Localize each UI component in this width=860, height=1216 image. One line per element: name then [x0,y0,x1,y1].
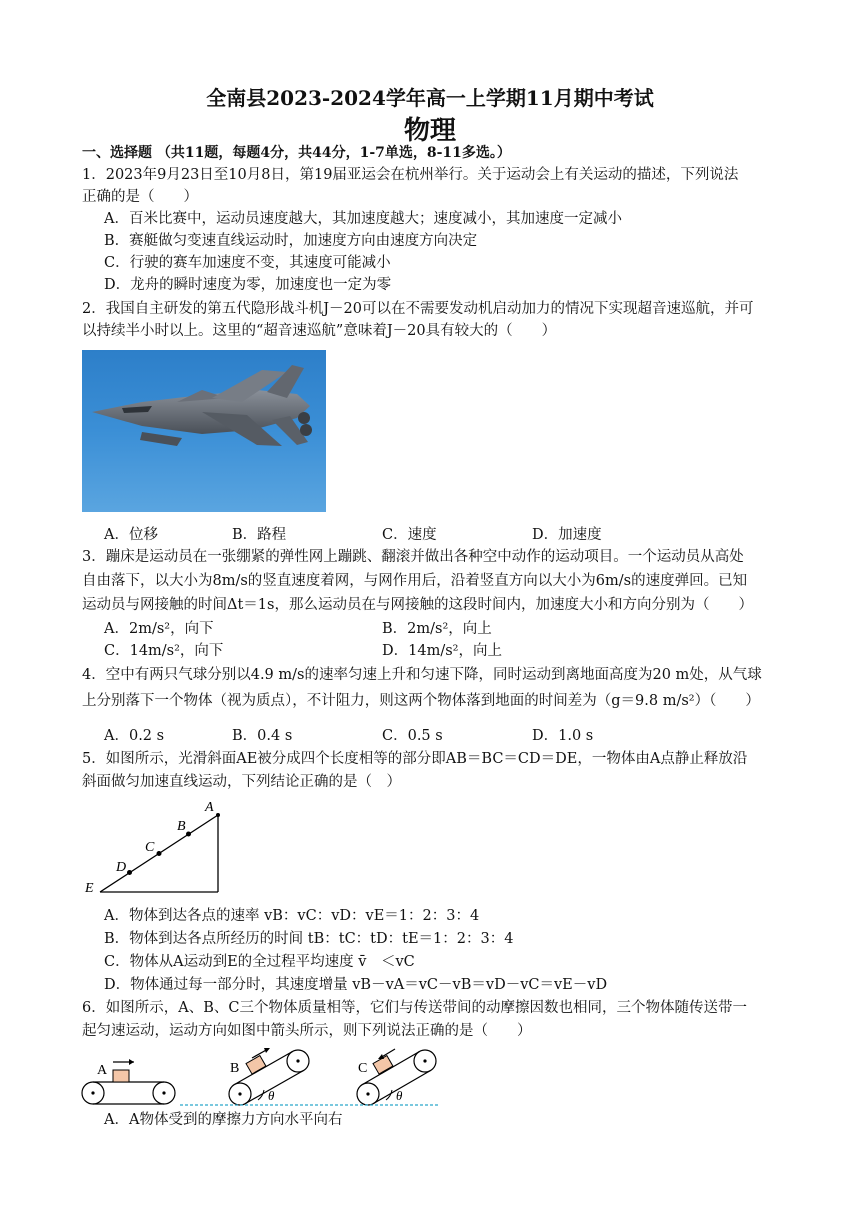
q4-option-b: B．0.4 s [232,728,293,744]
q5-stem-line1: 5．如图所示，光滑斜面AE被分成四个长度相等的部分即AB＝BC＝CD＝DE，一物体由A点静止释放沿 [82,751,748,767]
point-d [127,870,132,875]
conveyor-a [82,1059,175,1104]
point-c [157,851,162,856]
block-label-b: B [230,1061,240,1076]
q4-option-d: D．1.0 s [532,728,594,744]
fighter-jet-photo [82,350,326,512]
conveyor-b [229,1048,309,1105]
q5-option-c: C．物体从A运动到E的全过程平均速度 v̄ ＜vC [104,954,415,970]
label-e: E [85,881,94,896]
q4-option-a: A．0.2 s [104,728,165,744]
label-c: C [145,840,155,855]
q1-option-d: D．龙舟的瞬时速度为零，加速度也一定为零 [104,277,392,293]
angle-label-c: θ [396,1088,403,1103]
conveyor-c [357,1049,436,1105]
q2-option-d: D．加速度 [532,527,602,543]
q6-stem-line1: 6．如图所示，A、B、C三个物体质量相等，它们与传送带间的动摩擦因数也相同，三个物体随传送带一 [82,1000,747,1016]
fighter-jet-icon [82,350,326,512]
q3-stem-line2: 自由落下，以大小为8m/s的竖直速度着网，与网作用后，沿着竖直方向以大小为6m/s的速度弹回。已知 [82,573,748,589]
q1-option-a: A．百米比赛中，运动员速度越大，其加速度越大；速度减小，其加速度一定减小 [104,211,622,227]
q5-option-d: D．物体通过每一部分时，其速度增量 vB－vA＝vC－vB＝vD－vC＝vE－vD [104,977,608,993]
incline-diagram [80,795,230,900]
q5-stem-line2: 斜面做匀加速直线运动，下列结论正确的是（ ） [82,774,401,790]
angle-label-b: θ [268,1088,275,1103]
q2-option-b: B．路程 [232,527,287,543]
q3-stem-line3: 运动员与网接触的时间Δt＝1s，那么运动员在与网接触的这段时间内，加速度大小和方向分别为（ ） [82,597,753,613]
q5-option-b: B．物体到达各点所经历的时间 tB：tC：tD：tE＝1：2：3：4 [104,931,514,947]
label-d: D [116,860,127,875]
q1-stem-line2: 正确的是（ ） [82,189,198,205]
conveyor-diagram [80,1044,440,1110]
point-a [216,813,220,817]
section-heading: 一、选择题 （共11题，每题4分，共44分，1-7单选，8-11多选。） [82,145,511,161]
block-label-c: C [358,1061,368,1076]
label-a: A [205,800,214,815]
q2-stem-line1: 2．我国自主研发的第五代隐形战斗机J－20可以在不需要发动机启动加力的情况下实现超音速巡航，并可 [82,301,754,317]
q6-option-a: A．A物体受到的摩擦力方向水平向右 [104,1112,343,1128]
label-b: B [177,819,186,834]
block-label-a: A [97,1063,108,1078]
q2-stem-line2: 以持续半小时以上。这里的“超音速巡航”意味着J－20具有较大的（ ） [82,323,557,339]
q3-option-a: A．2m/s²，向下 [104,621,214,637]
subject-title: 物理 [403,116,456,146]
q1-option-b: B．赛艇做匀变速直线运动时，加速度方向由速度方向决定 [104,233,478,249]
q3-option-b: B．2m/s²，向上 [382,621,492,637]
exam-title: 全南县2023-2024学年高一上学期11月期中考试 [206,86,654,110]
q4-stem-line2: 上分别落下一个物体（视为质点），不计阻力，则这两个物体落到地面的时间差为（g＝9.8 m/s²）（ ） [82,693,760,709]
q4-stem-line1: 4．空中有两只气球分别以4.9 m/s的速率匀速上升和匀速下降，同时运动到离地面高度为20 m处，从气球 [82,667,762,683]
q3-option-d: D．14m/s²，向上 [382,643,502,659]
point-b [186,832,191,837]
q6-stem-line2: 起匀速运动，运动方向如图中箭头所示，则下列说法正确的是（ ） [82,1023,532,1039]
q2-option-a: A．位移 [104,527,158,543]
q5-option-a: A．物体到达各点的速率 vB：vC：vD：vE＝1：2：3：4 [104,908,480,924]
q4-option-c: C．0.5 s [382,728,443,744]
q3-stem-line1: 3．蹦床是运动员在一张绷紧的弹性网上蹦跳、翻滚并做出各种空中动作的运动项目。一个运动员从高处 [82,549,744,565]
q3-option-c: C．14m/s²，向下 [104,643,224,659]
q2-option-c: C．速度 [382,527,437,543]
q1-stem-line1: 1．2023年9月23日至10月8日，第19届亚运会在杭州举行。关于运动会上有关运动的描述，下列说法 [82,167,739,183]
q1-option-c: C．行驶的赛车加速度不变，其速度可能减小 [104,255,391,271]
